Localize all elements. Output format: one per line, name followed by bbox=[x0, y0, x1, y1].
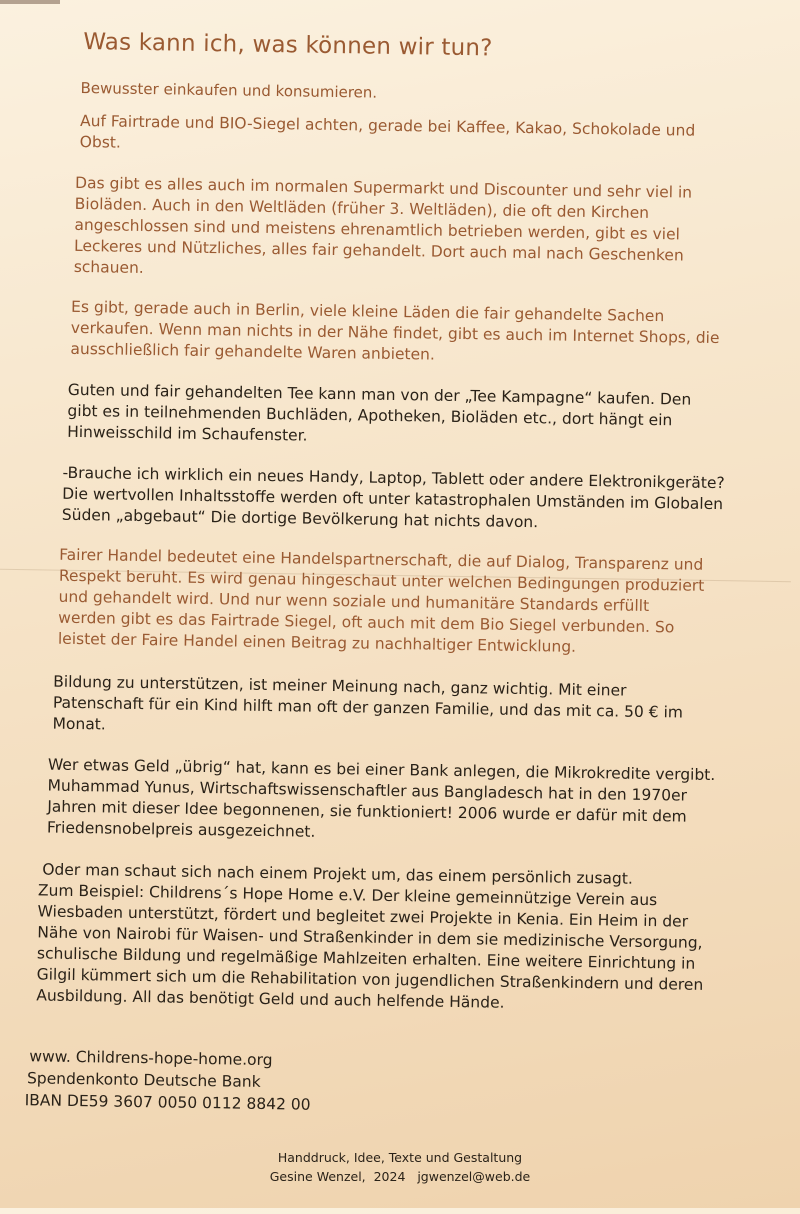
paragraph-berlin-laeden: Es gibt, gerade auch in Berlin, viele kleine Läden die fair gehandelte Sachen verkaufen. Wenn man nichts in der Nähe findet, gibt es auch im Internet Shops, die ausschließlich fair gehandelte Waren anbieten. bbox=[70, 297, 720, 364]
iban-number: IBAN DE59 3607 0050 0112 8842 00 bbox=[24, 1091, 311, 1114]
paragraph-elektronik: -Brauche ich wirklich ein neues Handy, Laptop, Tablett oder andere Elektronikgeräte? Die wertvollen Inhaltsstoffe werden oft unter katastrophalen Umständen im Globalen Süden „abgebaut“ Die dortige Bevölkerung hat nichts davon. bbox=[61, 463, 725, 532]
paragraph-fairtrade-siegel: Auf Fairtrade und BIO-Siegel achten, gerade bei Kaffee, Kakao, Schokolade und Obst. bbox=[79, 111, 696, 152]
paragraph-fairer-handel: Fairer Handel bedeutet eine Handelspartnerschaft, die auf Dialog, Transparenz und Respekt beruht. Es wird genau hingeschaut unter welchen Bedingungen produziert und gehandelt wird. Und nur wenn soziale und humanitäre Standards erfüllt werden gibt es das Fairtrade Siegel, oft auch mit dem Bio Siegel verbunden. So leistet der Faire Handel einen Beitrag zu nachhaltiger Entwicklung. bbox=[57, 545, 705, 656]
paragraph-supermarkt-weltlaeden: Das gibt es alles auch im normalen Supermarkt und Discounter und sehr viel in Bioläden. Auch in den Weltläden (früher 3. Weltläden), die oft den Kirchen angeschlossen sind und meistens ehrenamtlich betrieben werden, gibt es viel Leckeres und Nützliches, alles fair gehandelt. Dort auch mal nach Geschenken schauen. bbox=[73, 173, 693, 278]
paragraph-childrens-hope-home: Zum Beispiel: Childrens´s Hope Home e.V. Der kleine gemeinnützige Verein aus Wiesbaden unterstützt, fördert und begleitet zwei Projekte in Kenia. Ein Heim in der Nähe von Nairobi für Waisen- und Straßenkinder in dem sie medizinische Versorgung, schulische Bildung und regelmäßige Mahlzeiten erhalten. Eine weitere Einrichtung in Gilgil kümmert sich um die Rehabilitation von jugendlichen Straßenkindern und deren Ausbildung. All das benötigt Geld und auch helfende Hände. bbox=[36, 881, 704, 1012]
page-subtitle: Bewusster einkaufen und konsumieren. bbox=[80, 78, 378, 102]
paragraph-tee-kampagne: Guten und fair gehandelten Tee kann man von der „Tee Kampagne“ kaufen. Den gibt es in teilnehmenden Buchläden, Apotheken, Bioläden etc., dort hängt ein Hinweisschild im Schaufenster. bbox=[67, 380, 692, 445]
footer-line-author: Gesine Wenzel, 2024 jgwenzel@web.de bbox=[269, 1169, 531, 1184]
footer-credits bbox=[0, 1148, 800, 1186]
website-link[interactable]: www. Childrens-hope-home.org bbox=[29, 1047, 273, 1070]
bank-account-label: Spendenkonto Deutsche Bank bbox=[26, 1069, 261, 1091]
paragraph-projekt: Oder man schaut sich nach einem Projekt um, das einem persönlich zusagt. bbox=[42, 860, 633, 888]
paragraph-bildung: Bildung zu unterstützen, ist meiner Meinung nach, ganz wichtig. Mit einer Patenschaft für ein Kind hilft man oft der ganzen Familie, und das mit ca. 50 € im Monat. bbox=[52, 672, 684, 734]
page-title: Was kann ich, was können wir tun? bbox=[83, 29, 493, 62]
paragraph-mikrokredite: Wer etwas Geld „übrig“ hat, kann es bei einer Bank anlegen, die Mikrokredite vergibt. Muhammad Yunus, Wirtschaftswissenschaftler aus Bangladesch hat in den 1970er Jahren mit dieser Idee begonnenen, sie funktioniert! 2006 wurde er dafür mit dem Friedensnobelpreis ausgezeichnet. bbox=[46, 755, 716, 841]
footer-line-credits: Handdruck, Idee, Texte und Gestaltung bbox=[277, 1150, 523, 1165]
